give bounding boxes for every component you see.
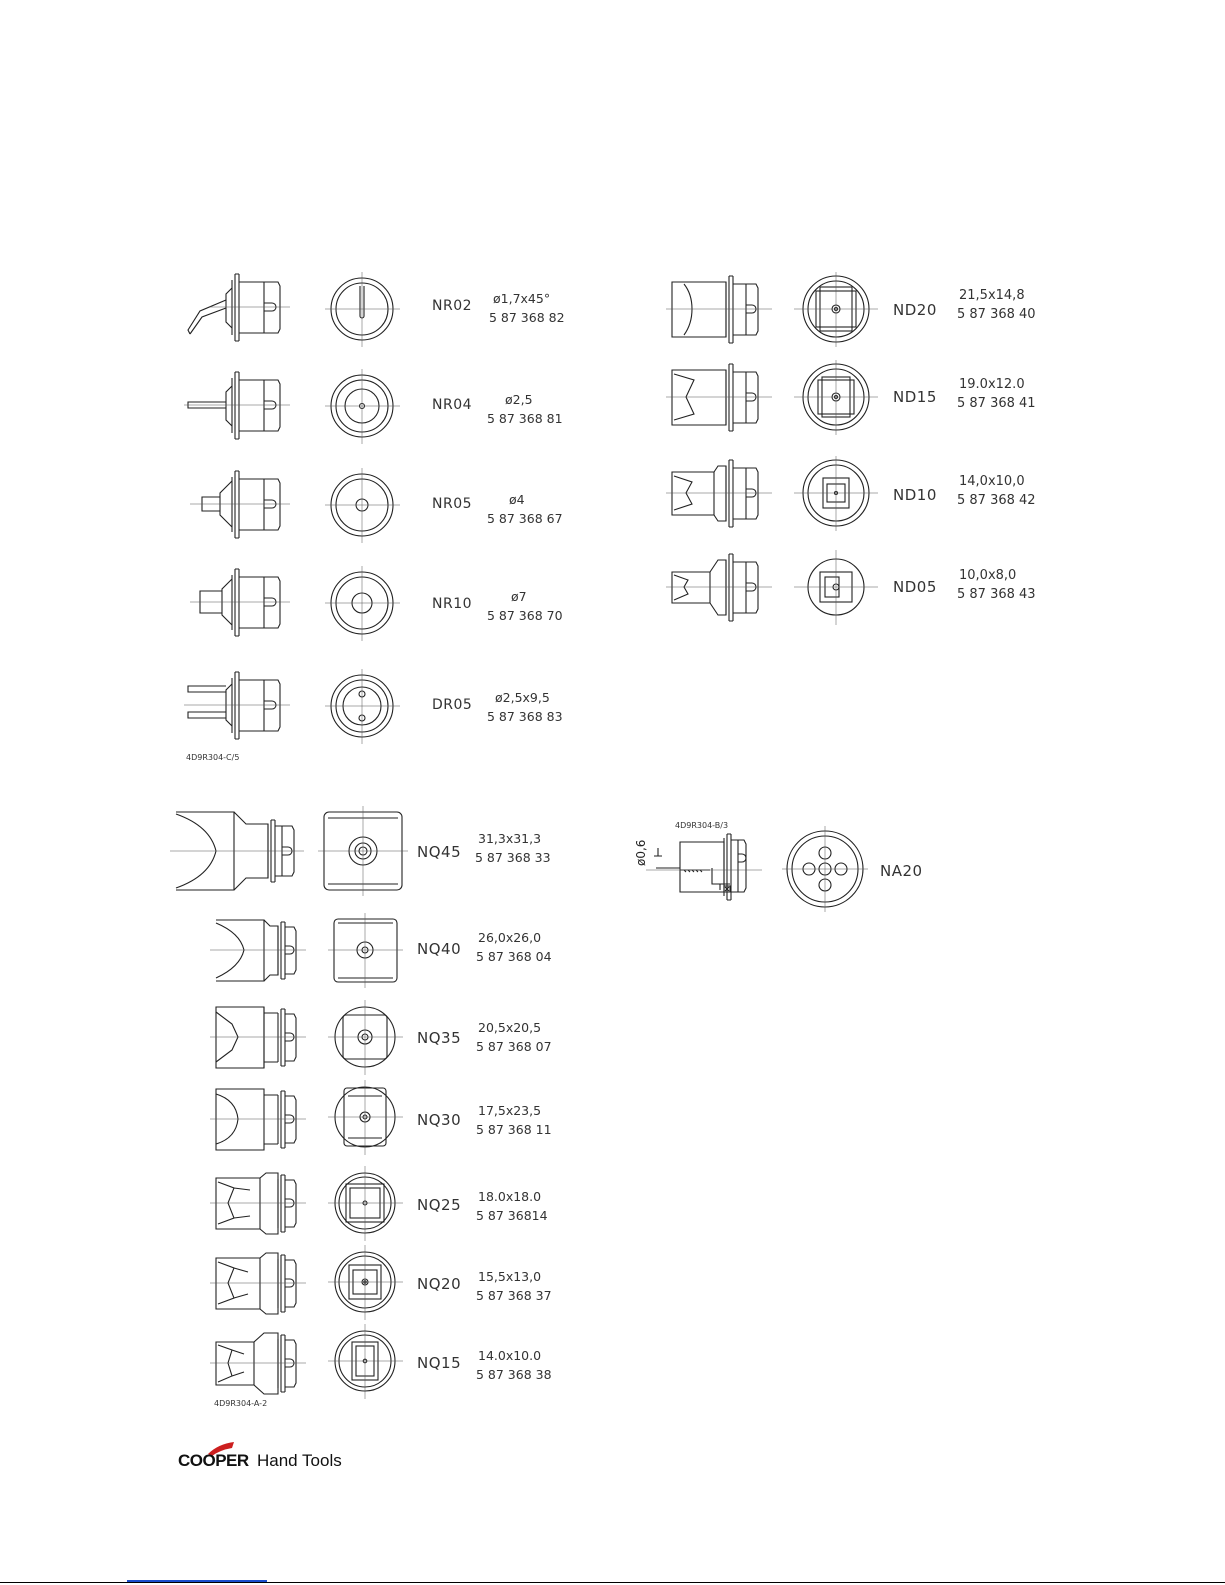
nozzle-size: ø7 xyxy=(511,589,527,604)
nozzle-side-view-nd10 xyxy=(664,456,776,531)
nozzle-size: 14.0x10.0 xyxy=(478,1348,542,1363)
nozzle-size: 15,5x13,0 xyxy=(478,1269,542,1284)
nozzle-size: ø1,7x45° xyxy=(493,291,551,306)
nozzle-front-view-nq20 xyxy=(328,1245,403,1320)
nozzle-spec-nq40 xyxy=(476,928,552,966)
nozzle-code-nq25: NQ25 xyxy=(417,1196,462,1214)
nozzle-spec-nr04 xyxy=(487,390,563,428)
nozzle-code-nq30: NQ30 xyxy=(417,1111,462,1129)
nozzle-size: 19.0x12.0 xyxy=(959,377,1025,392)
nozzle-spec-nq25 xyxy=(476,1187,548,1225)
nozzle-code-nq15: NQ15 xyxy=(417,1354,462,1372)
nozzle-front-view-nq15 xyxy=(328,1324,403,1399)
nozzle-side-view-nq45 xyxy=(170,806,310,896)
nozzle-spec-nq15 xyxy=(476,1346,552,1384)
nozzle-side-view-nd20 xyxy=(664,272,776,347)
drawing-reference-square: 4D9R304-A-2 xyxy=(214,1399,268,1408)
nozzle-part-number: 5 87 368 33 xyxy=(475,850,551,865)
nozzle-part-number: 5 87 368 04 xyxy=(476,949,552,964)
nozzle-size: 26,0x26,0 xyxy=(478,930,542,945)
nozzle-spec-nd05 xyxy=(957,566,1036,604)
nozzle-side-view-nr02 xyxy=(180,270,300,345)
nozzle-code-nq40: NQ40 xyxy=(417,940,462,958)
nozzle-code-nr02: NR02 xyxy=(432,298,473,314)
nozzle-spec-nd20 xyxy=(957,286,1036,324)
nozzle-code-nd15: ND15 xyxy=(893,388,937,406)
nozzle-part-number: 5 87 368 83 xyxy=(487,709,563,724)
nozzle-spec-nq45 xyxy=(475,829,551,867)
nozzle-part-number: 5 87 368 07 xyxy=(476,1039,552,1054)
nozzle-part-number: 5 87 368 38 xyxy=(476,1367,552,1382)
nozzle-side-view-nq15 xyxy=(210,1326,310,1401)
nozzle-code-nq45: NQ45 xyxy=(417,843,462,861)
nozzle-size: 17,5x23,5 xyxy=(478,1103,542,1118)
nozzle-front-view-nr10 xyxy=(325,566,400,641)
nozzle-front-view-nq35 xyxy=(328,1000,403,1075)
nozzle-front-view-nd15 xyxy=(794,360,878,435)
nozzle-side-view-dr05 xyxy=(180,668,300,743)
nozzle-part-number: 5 87 368 82 xyxy=(489,310,565,325)
nozzle-front-view-nq30 xyxy=(328,1080,403,1155)
footer-divider xyxy=(0,1582,1225,1583)
nozzle-spec-nd10 xyxy=(957,472,1036,510)
nozzle-part-number: 5 87 36814 xyxy=(476,1208,548,1223)
nozzle-part-number: 5 87 368 42 xyxy=(957,493,1036,508)
nozzle-code-nd05: ND05 xyxy=(893,578,937,596)
nozzle-size: 10,0x8,0 xyxy=(959,568,1017,583)
nozzle-side-view-nq35 xyxy=(210,1000,310,1075)
drawing-reference-round: 4D9R304-C/5 xyxy=(186,753,240,762)
nozzle-front-view-nd20 xyxy=(794,272,878,347)
adapter-code-na20: NA20 xyxy=(880,862,923,880)
nozzle-size: 14,0x10,0 xyxy=(959,474,1025,489)
nozzle-part-number: 5 87 368 67 xyxy=(487,511,563,526)
nozzle-code-nr10: NR10 xyxy=(432,596,473,612)
nozzle-code-nd20: ND20 xyxy=(893,301,937,319)
nozzle-code-nr04: NR04 xyxy=(432,397,473,413)
nozzle-side-view-nr05 xyxy=(180,467,300,542)
nozzle-size: 20,5x20,5 xyxy=(478,1020,542,1035)
nozzle-spec-nr10 xyxy=(487,587,563,625)
nozzle-code-nq35: NQ35 xyxy=(417,1029,462,1047)
nozzle-front-view-nr02 xyxy=(325,272,400,347)
nozzle-spec-nq20 xyxy=(476,1267,552,1305)
nozzle-side-view-nq25 xyxy=(210,1166,310,1241)
nozzle-size: ø4 xyxy=(509,492,525,507)
nozzle-front-view-nr05 xyxy=(325,468,400,543)
nozzle-front-view-nd10 xyxy=(794,456,878,531)
nozzle-side-view-nq30 xyxy=(210,1082,310,1157)
logo-brand-suffix: Hand Tools xyxy=(257,1451,342,1470)
nozzle-spec-nd15 xyxy=(957,375,1036,413)
nozzle-front-view-nq45 xyxy=(318,806,408,896)
nozzle-front-view-dr05 xyxy=(325,669,400,744)
drawing-reference-adapter: 4D9R304-B/3 xyxy=(675,821,729,830)
nozzle-size: 21,5x14,8 xyxy=(959,288,1025,303)
adapter-side-view-na20 xyxy=(640,828,766,908)
nozzle-size: ø2,5x9,5 xyxy=(495,690,550,705)
nozzle-side-view-nq40 xyxy=(210,913,310,988)
nozzle-spec-nr05 xyxy=(487,490,563,528)
nozzle-part-number: 5 87 368 81 xyxy=(487,411,563,426)
nozzle-part-number: 5 87 368 37 xyxy=(476,1288,552,1303)
nozzle-size: 18.0x18.0 xyxy=(478,1189,542,1204)
nozzle-spec-nq30 xyxy=(476,1101,552,1139)
adapter-dimension-label: ø0,6 xyxy=(634,839,648,866)
nozzle-part-number: 5 87 368 41 xyxy=(957,396,1036,411)
nozzle-code-nq20: NQ20 xyxy=(417,1275,462,1293)
nozzle-part-number: 5 87 368 43 xyxy=(957,587,1036,602)
nozzle-side-view-nd15 xyxy=(664,360,776,435)
nozzle-front-view-nr04 xyxy=(325,369,400,444)
nozzle-size: ø2,5 xyxy=(505,392,533,407)
nozzle-spec-dr05 xyxy=(487,688,563,726)
nozzle-front-view-nq40 xyxy=(328,913,403,988)
nozzle-code-dr05: DR05 xyxy=(432,697,473,713)
logo-brand: COOPER xyxy=(178,1451,249,1470)
nozzle-side-view-nq20 xyxy=(210,1246,310,1321)
nozzle-side-view-nd05 xyxy=(664,550,776,625)
nozzle-part-number: 5 87 368 11 xyxy=(476,1122,552,1137)
nozzle-spec-nq35 xyxy=(476,1018,552,1056)
nozzle-side-view-nr10 xyxy=(180,565,300,640)
nozzle-front-view-nd05 xyxy=(794,550,878,625)
nozzle-code-nr05: NR05 xyxy=(432,496,473,512)
nozzle-side-view-nr04 xyxy=(180,368,300,443)
nozzle-front-view-nq25 xyxy=(328,1166,403,1241)
adapter-front-view-na20 xyxy=(782,826,868,912)
nozzle-part-number: 5 87 368 70 xyxy=(487,608,563,623)
nozzle-code-nd10: ND10 xyxy=(893,486,937,504)
nozzle-part-number: 5 87 368 40 xyxy=(957,307,1036,322)
nozzle-spec-nr02 xyxy=(489,289,565,327)
nozzle-size: 31,3x31,3 xyxy=(478,831,542,846)
